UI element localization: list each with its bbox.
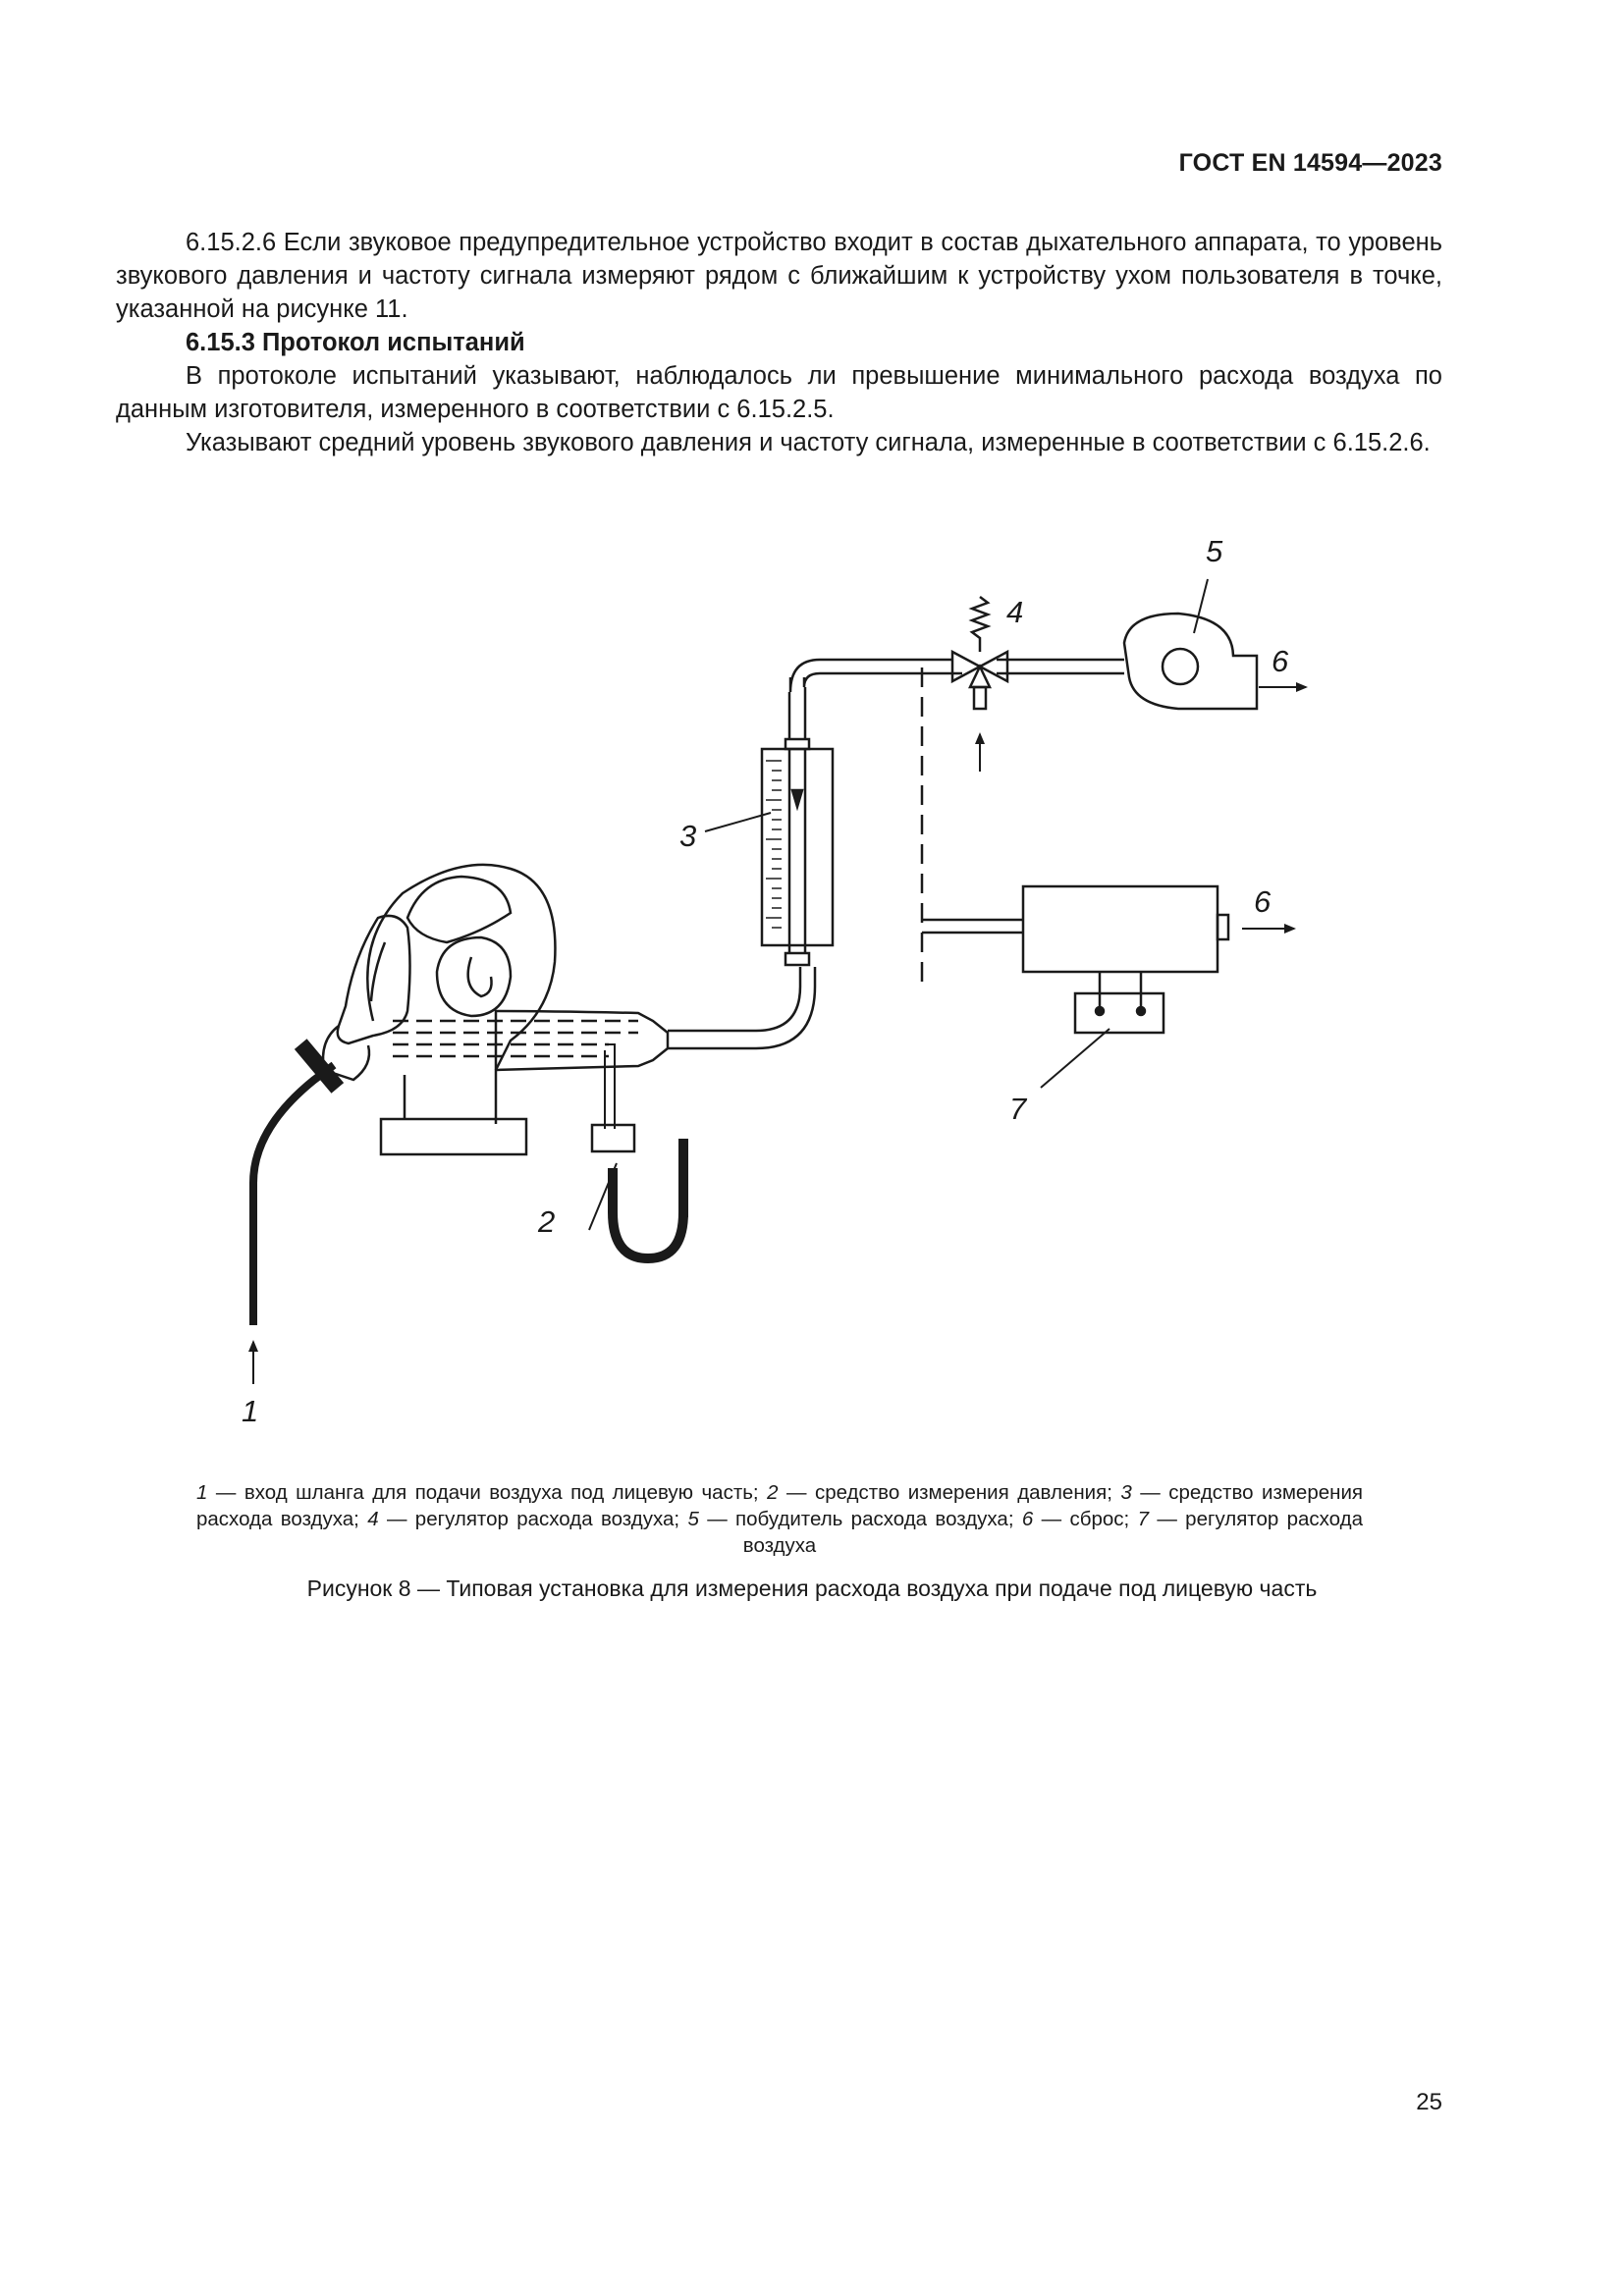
page-number: 25: [1416, 2089, 1442, 2115]
mask-connector: [297, 1041, 343, 1092]
label-5: 5: [1206, 534, 1223, 568]
u-tube-manometer: [613, 1139, 683, 1258]
label-2: 2: [538, 1204, 556, 1239]
legend-text-2: — средство измерения давления;: [778, 1481, 1121, 1504]
controller-box: [1075, 993, 1164, 1033]
label-6-blower: 6: [1272, 644, 1289, 678]
legend-text-7: — регулятор расхода воздуха: [742, 1508, 1363, 1557]
ear-cutout: [437, 937, 511, 1016]
head-form-with-mask: [297, 865, 668, 1154]
legend-num-5: 5: [687, 1508, 699, 1530]
valve-spring: [972, 597, 988, 652]
legend-text-5: — побудитель расхода воздуха;: [698, 1508, 1022, 1530]
flowmeter-float: [792, 790, 802, 807]
legend-num-4: 4: [367, 1508, 379, 1530]
measurement-unit: [922, 886, 1294, 1088]
legend-num-6: 6: [1021, 1508, 1034, 1530]
leader-7: [1041, 1029, 1110, 1088]
paragraph-protocol: В протоколе испытаний указывают, наблюдалось ли превышение минимального расхода воздуха по данным изготовителя, измеренного в соответствии с 6.15.2.5.: [116, 362, 1442, 423]
mask-visor-inner: [371, 942, 385, 1001]
head-outline: [367, 865, 555, 1124]
label-1: 1: [242, 1394, 259, 1428]
inlet-hose: [253, 1065, 334, 1384]
head-stand: [381, 1119, 526, 1154]
legend-text-4: — регулятор расхода воздуха;: [378, 1508, 688, 1530]
label-4: 4: [1006, 595, 1024, 629]
legend-text-1: — вход шланга для подачи воздуха под лицевую часть;: [207, 1481, 768, 1504]
section-heading-text: 6.15.3 Протокол испытаний: [186, 329, 525, 356]
pressure-gauge: [589, 1044, 687, 1258]
section-heading-6-15-3: [116, 326, 1442, 359]
paragraph-6-15-2-6: 6.15.2.6 Если звуковое предупредительное устройство входит в состав дыхательного аппарата, то уровень звукового давления и частоту сигнала измеряют рядом с ближайшим к устройству ухом пользователя в точке, указанной на рисунке 11.: [116, 229, 1442, 323]
air-piping: [668, 660, 1124, 1048]
figure-legend: [196, 1479, 1363, 1559]
flowmeter-body: [762, 749, 833, 945]
legend-text-3: — средство измерения расхода воздуха;: [196, 1481, 1364, 1530]
test-setup-diagram: [0, 510, 1624, 1492]
flowmeter: [705, 749, 833, 953]
legend-num-3: 3: [1120, 1481, 1132, 1504]
label-6-box: 6: [1254, 884, 1272, 919]
ear-icon: [468, 957, 492, 996]
paragraph-average-level: Указывают средний уровень звукового давления и частоту сигнала, измеренные в соответствии с 6.15.2.6.: [186, 429, 1431, 456]
legend-text-6: — сброс;: [1033, 1508, 1138, 1530]
measurement-box-port: [1218, 915, 1228, 939]
body-text: [116, 226, 1442, 459]
measurement-box: [1023, 886, 1218, 972]
figure-caption: Рисунок 8 — Типовая установка для измерения расхода воздуха при подаче под лицевую часть: [306, 1575, 1318, 1601]
blower-housing: [1124, 614, 1257, 709]
legend-num-2: 2: [767, 1481, 779, 1504]
document-code: ГОСТ EN 14594—2023: [1178, 149, 1442, 177]
flowmeter-bottom-fitting: [785, 953, 809, 965]
manometer-clamp: [592, 1125, 634, 1151]
head-strap: [407, 877, 511, 942]
flowmeter-scale: [766, 761, 782, 928]
flowmeter-top-fitting: [785, 739, 809, 749]
legend-num-7: 7: [1137, 1508, 1149, 1530]
label-3: 3: [679, 819, 697, 853]
leader-5: [1194, 579, 1208, 633]
flow-regulator-valve: [952, 597, 1007, 772]
figure-8-diagram: [0, 510, 1624, 1492]
label-7: 7: [1009, 1092, 1027, 1126]
blower-impeller: [1163, 649, 1198, 684]
legend-num-1: 1: [196, 1481, 208, 1504]
